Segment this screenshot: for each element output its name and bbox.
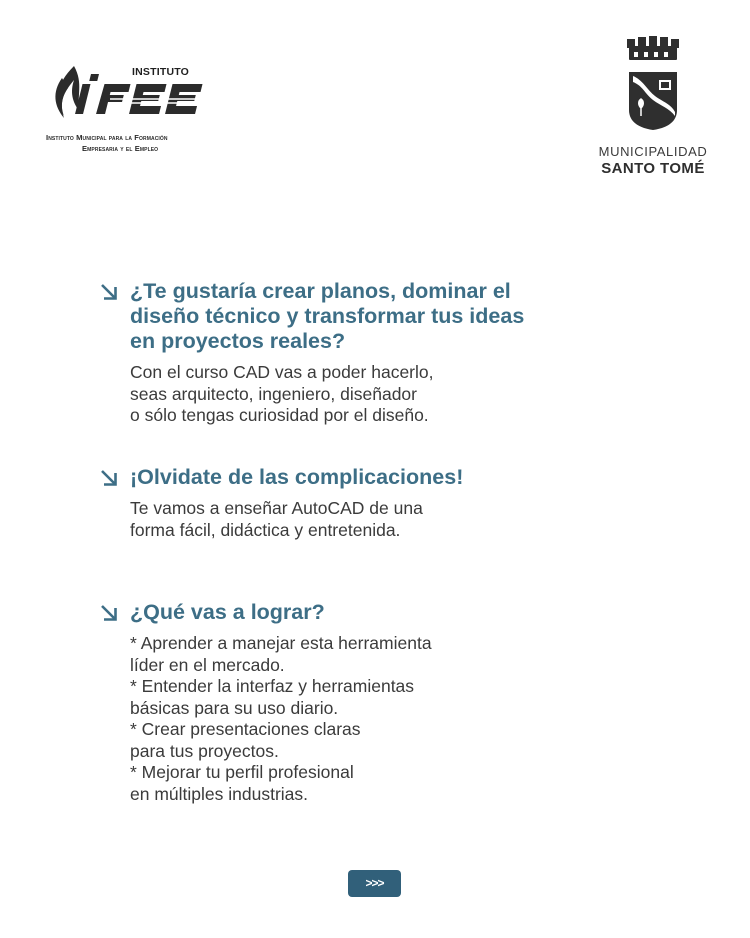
municipalidad-label: MUNICIPALIDAD: [598, 144, 708, 159]
section-body: * Aprender a manejar esta herramienta líder en el mercado. * Entender la interfaz y herramientas básicas para su uso diario. * Crear presentaciones claras para tus proyectos. * Mejorar tu perfil profesional en múltiples industrias.: [130, 633, 432, 804]
instituto-label: INSTITUTO: [132, 66, 190, 78]
section-heading: ¿Te gustaría crear planos, dominar el diseño técnico y transformar tus ideas en proyectos reales?: [130, 279, 525, 353]
section-heading: ¿Qué vas a lograr?: [130, 600, 325, 624]
arrow-down-right-icon: [100, 283, 118, 301]
ifee-subtitle-line1: Instituto Municipal para la Formación: [46, 133, 168, 142]
section-body: Te vamos a enseñar AutoCAD de una forma fácil, didáctica y entretenida.: [130, 498, 423, 540]
ifee-logo: [46, 60, 236, 160]
municipalidad-logo: [588, 36, 718, 186]
arrow-down-right-icon: [100, 469, 118, 487]
arrow-down-right-icon: [100, 604, 118, 622]
coat-of-arms-icon: [625, 36, 681, 132]
santo-tome-label: SANTO TOMÉ: [601, 160, 705, 177]
section-no-complications: [100, 465, 660, 541]
section-body: Con el curso CAD vas a poder hacerlo, seas arquitecto, ingeniero, diseñador o sólo tengas curiosidad por el diseño.: [130, 362, 434, 425]
section-intro: [100, 279, 660, 427]
section-what-you-achieve: [100, 600, 660, 805]
next-button[interactable]: >>>: [348, 870, 401, 897]
ifee-subtitle-line2: Empresaria y el Empleo: [82, 144, 159, 153]
section-heading: ¡Olvidate de las complicaciones!: [130, 465, 464, 489]
